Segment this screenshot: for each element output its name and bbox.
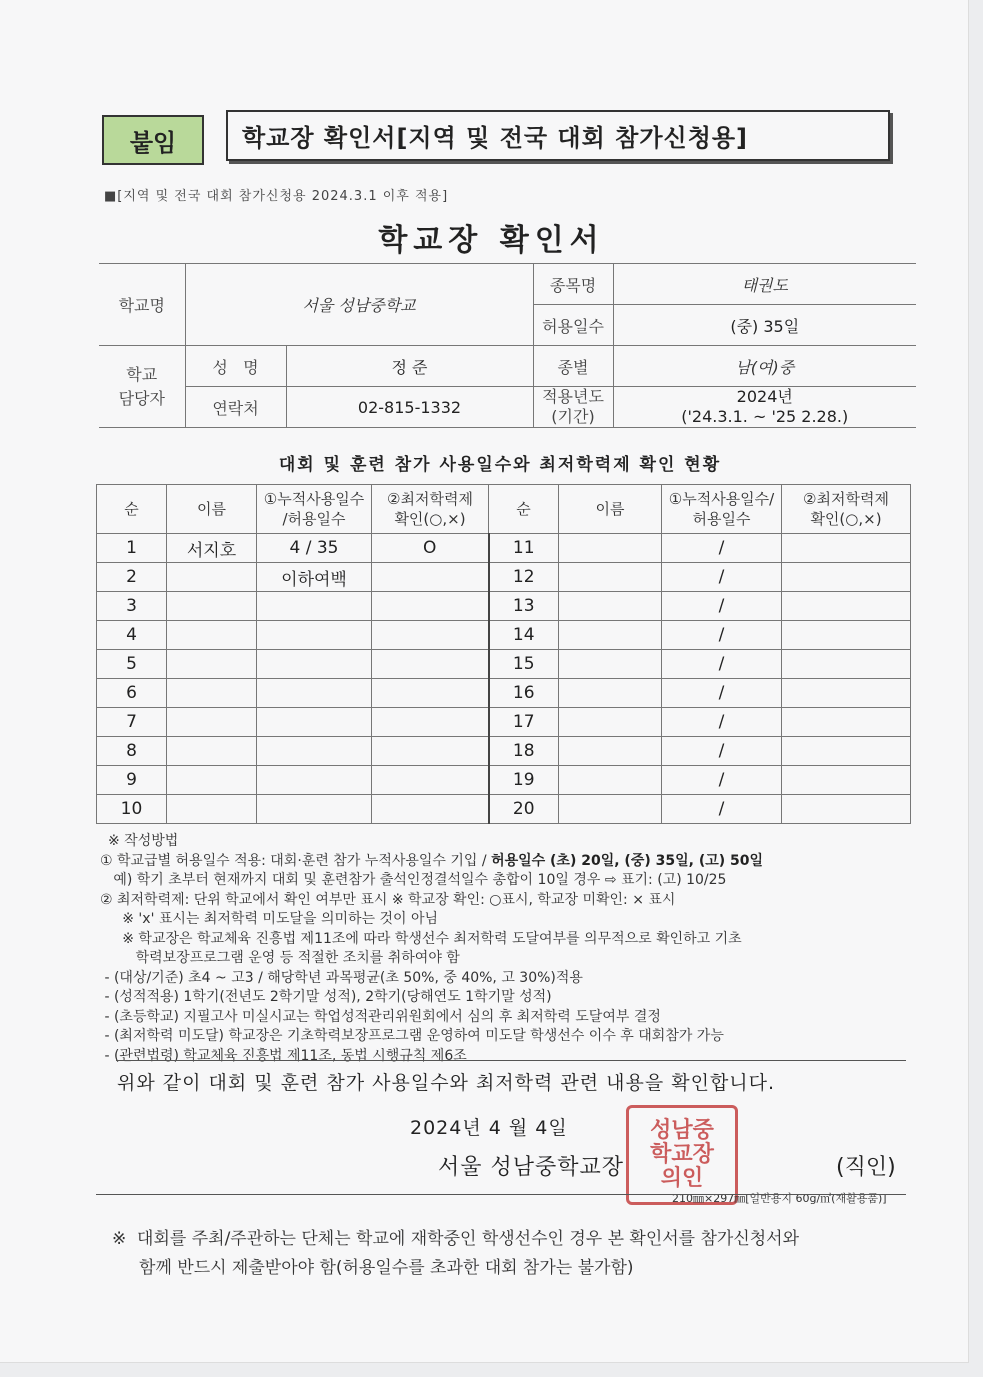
divider-top [116, 1060, 906, 1061]
cell-check2 [782, 563, 911, 592]
cell-check2 [782, 737, 911, 766]
instr-line-4: ※ 'x' 표시는 최저학력 미도달을 의미하는 것이 아님 [100, 911, 439, 927]
cell-check2 [782, 708, 911, 737]
table-row [97, 737, 911, 766]
cell-no: 1 [97, 534, 167, 563]
name-label: 성 명 [185, 346, 286, 387]
cell-name2 [559, 621, 662, 650]
header-days-2: ①누적사용일수/ 허용일수 [662, 485, 782, 534]
cell-no: 10 [97, 795, 167, 824]
cell-no2: 14 [489, 621, 559, 650]
table-row [97, 621, 911, 650]
instr-heading: ※ 작성방법 [108, 833, 179, 849]
table-row [97, 766, 911, 795]
document-title: 학교장 확인서 [378, 223, 605, 258]
cell-check2 [782, 621, 911, 650]
instr-line-1b: 허용일수 (초) 20일, (중) 35일, (고) 50일 [491, 852, 764, 869]
cell-days2: / [662, 766, 782, 795]
cell-name [167, 795, 257, 824]
instr-line-8: - (성적적용) 1학기(전년도 2학기말 성적), 2학기(당해연도 1학기말 성적) [100, 989, 552, 1005]
name-value: 정 준 [286, 346, 533, 387]
table-row [97, 708, 911, 737]
instr-line-9: - (초등학교) 지필고사 미실시교는 학업성적관리위원회에서 심의 후 최저학력 도달여부 결정 [100, 1008, 661, 1025]
cell-check2 [782, 679, 911, 708]
school-info-table [99, 263, 916, 428]
cell-days [257, 592, 372, 621]
table-row [97, 650, 911, 679]
cell-name2 [559, 795, 662, 824]
cell-no2: 16 [489, 679, 559, 708]
cell-no2: 11 [489, 534, 559, 563]
cell-check2 [782, 534, 911, 563]
header-check: ②최저학력제 확인(○,×) [372, 485, 489, 534]
cell-days: 4 / 35 [257, 534, 372, 563]
cell-name2 [559, 534, 662, 563]
sport-value: 태권도 [613, 264, 916, 305]
cell-days2: / [662, 708, 782, 737]
instr-line-10: - (최저학력 미도달) 학교장은 기초학력보장프로그램 운영하여 미도달 학생선수 이수 후 대회참가 가능 [100, 1028, 724, 1044]
gender-label: 종별 [533, 346, 613, 387]
cell-name2 [559, 766, 662, 795]
cell-days [257, 737, 372, 766]
instr-line-7: - (대상/기준) 초4 ~ 고3 / 해당학년 과목평균(초 50%, 중 40%, 고 30%)적용 [100, 969, 583, 986]
cell-days [257, 679, 372, 708]
cell-check [372, 563, 489, 592]
table-row [97, 795, 911, 824]
period-value: ('24.3.1. ~ '25 2.28.) [681, 407, 849, 426]
attach-label: 붙임 [129, 128, 177, 157]
cell-check2 [782, 766, 911, 795]
instr-line-6: 학력보장프로그램 운영 등 적절한 조치를 취하여야 함 [100, 950, 460, 966]
cell-check [372, 592, 489, 621]
cell-no2: 15 [489, 650, 559, 679]
year-cell [613, 387, 916, 428]
header-no: 순 [97, 485, 167, 534]
cell-name [167, 737, 257, 766]
cell-check2 [782, 795, 911, 824]
school-value: 서울 성남중학교 [185, 264, 533, 346]
cell-name [167, 563, 257, 592]
cell-name2 [559, 679, 662, 708]
cell-days2: / [662, 563, 782, 592]
cell-name2 [559, 563, 662, 592]
divider-bottom [96, 1194, 906, 1195]
cell-no: 2 [97, 563, 167, 592]
cell-check: O [372, 534, 489, 563]
instructions [100, 832, 920, 1066]
cell-check2 [782, 650, 911, 679]
cell-days2: / [662, 737, 782, 766]
cell-name2 [559, 737, 662, 766]
cell-no: 6 [97, 679, 167, 708]
cell-days [257, 795, 372, 824]
issue-date: 2024년 4 월 4일 [410, 1117, 568, 1139]
header-name-2: 이름 [559, 485, 662, 534]
cell-name2 [559, 708, 662, 737]
cell-name [167, 650, 257, 679]
confirm-statement: 위와 같이 대회 및 훈련 참가 사용일수와 최저학력 관련 내용을 확인합니다. [117, 1072, 776, 1094]
instr-line-1 [100, 852, 920, 872]
footer-note [112, 1225, 912, 1283]
cell-no: 8 [97, 737, 167, 766]
phone-value: 02-815-1332 [286, 387, 533, 428]
main-title: 학교장 확인서[지역 및 전국 대회 참가신청용] [242, 124, 749, 152]
cell-no2: 13 [489, 592, 559, 621]
cell-check2 [782, 592, 911, 621]
cell-name [167, 679, 257, 708]
cell-name [167, 766, 257, 795]
instr-line-2: 예) 학기 초부터 현재까지 대회 및 훈련참가 출석인정결석일수 총합이 10일 경우 ⇨ 표기: (고) 10/25 [100, 872, 727, 888]
year-label: 적용년도 (기간) [533, 387, 613, 428]
cell-no2: 19 [489, 766, 559, 795]
cell-days2: / [662, 650, 782, 679]
table-row [97, 679, 911, 708]
instr-line-5: ※ 학교장은 학교체육 진흥법 제11조에 따라 학생선수 최저학력 도달여부를 의무적으로 확인하고 기초 [100, 930, 742, 947]
cell-no: 5 [97, 650, 167, 679]
seal-text: 성남중 학교장 의인 [650, 1118, 714, 1191]
cell-check [372, 737, 489, 766]
usage-header-row [97, 485, 911, 534]
table-row [97, 592, 911, 621]
instr-line-11: - (관련법령) 학교체육 진흥법 제11조, 동법 시행규칙 제6조 [100, 1047, 467, 1064]
cell-days: 이하여백 [257, 563, 372, 592]
footer-note-line-2: 함께 반드시 제출받아야 함(허용일수를 초과한 대회 참가는 불가함) [112, 1258, 634, 1278]
school-label: 학교명 [99, 264, 185, 346]
instr-line-1a: ① 학교급별 허용일수 적용: 대회·훈련 참가 누적사용일수 기입 / [100, 852, 492, 869]
cell-no: 9 [97, 766, 167, 795]
cell-days [257, 621, 372, 650]
cell-days2: / [662, 592, 782, 621]
usage-section-title: 대회 및 훈련 참가 사용일수와 최저학력제 확인 현황 [278, 455, 722, 475]
principal-name: 서울 성남중학교장 [438, 1155, 625, 1180]
application-note: ■[지역 및 전국 대회 참가신청용 2024.3.1 이후 적용] [104, 189, 449, 204]
cell-name: 서지호 [167, 534, 257, 563]
gender-value: 남(여)중 [613, 346, 916, 387]
cell-days [257, 650, 372, 679]
header-name: 이름 [167, 485, 257, 534]
cell-no: 3 [97, 592, 167, 621]
cell-name2 [559, 592, 662, 621]
cell-name2 [559, 650, 662, 679]
header-title-box [226, 110, 890, 161]
cell-days [257, 766, 372, 795]
usage-table [96, 484, 911, 824]
cell-check [372, 679, 489, 708]
cell-no2: 17 [489, 708, 559, 737]
cell-name [167, 621, 257, 650]
cell-check [372, 650, 489, 679]
cell-days2: / [662, 795, 782, 824]
cell-no2: 12 [489, 563, 559, 592]
cell-no: 4 [97, 621, 167, 650]
header-no-2: 순 [489, 485, 559, 534]
table-row [97, 534, 911, 563]
instr-line-3: ② 최저학력제: 단위 학교에서 확인 여부만 표시 ※ 학교장 확인: ○표시, 학교장 미확인: × 표시 [100, 891, 676, 908]
cell-name [167, 592, 257, 621]
cell-days [257, 708, 372, 737]
header-days: ①누적사용일수 /허용일수 [257, 485, 372, 534]
cell-check [372, 795, 489, 824]
cell-no: 7 [97, 708, 167, 737]
allowed-days-label: 허용일수 [533, 305, 613, 346]
contact-person-label: 학교 담당자 [99, 346, 185, 428]
cell-no2: 20 [489, 795, 559, 824]
cell-days2: / [662, 621, 782, 650]
allowed-days-value: (중) 35일 [613, 305, 916, 346]
cell-check [372, 766, 489, 795]
cell-check [372, 708, 489, 737]
cell-days2: / [662, 534, 782, 563]
footer-note-line-1: ※ 대회를 주최/주관하는 단체는 학교에 재학중인 학생선수인 경우 본 확인서를 참가신청서와 [112, 1229, 800, 1249]
attach-badge [102, 115, 204, 165]
sport-label: 종목명 [533, 264, 613, 305]
cell-days2: / [662, 679, 782, 708]
cell-name [167, 708, 257, 737]
table-row [97, 563, 911, 592]
year-value: 2024년 [736, 387, 793, 406]
header-check-2: ②최저학력제 확인(○,×) [782, 485, 911, 534]
cell-check [372, 621, 489, 650]
phone-label: 연락처 [185, 387, 286, 428]
paper-spec: 210㎜×297㎜[일반용지 60g/㎡(재활용품)] [672, 1192, 887, 1205]
seal-label: (직인) [836, 1155, 896, 1180]
cell-no2: 18 [489, 737, 559, 766]
